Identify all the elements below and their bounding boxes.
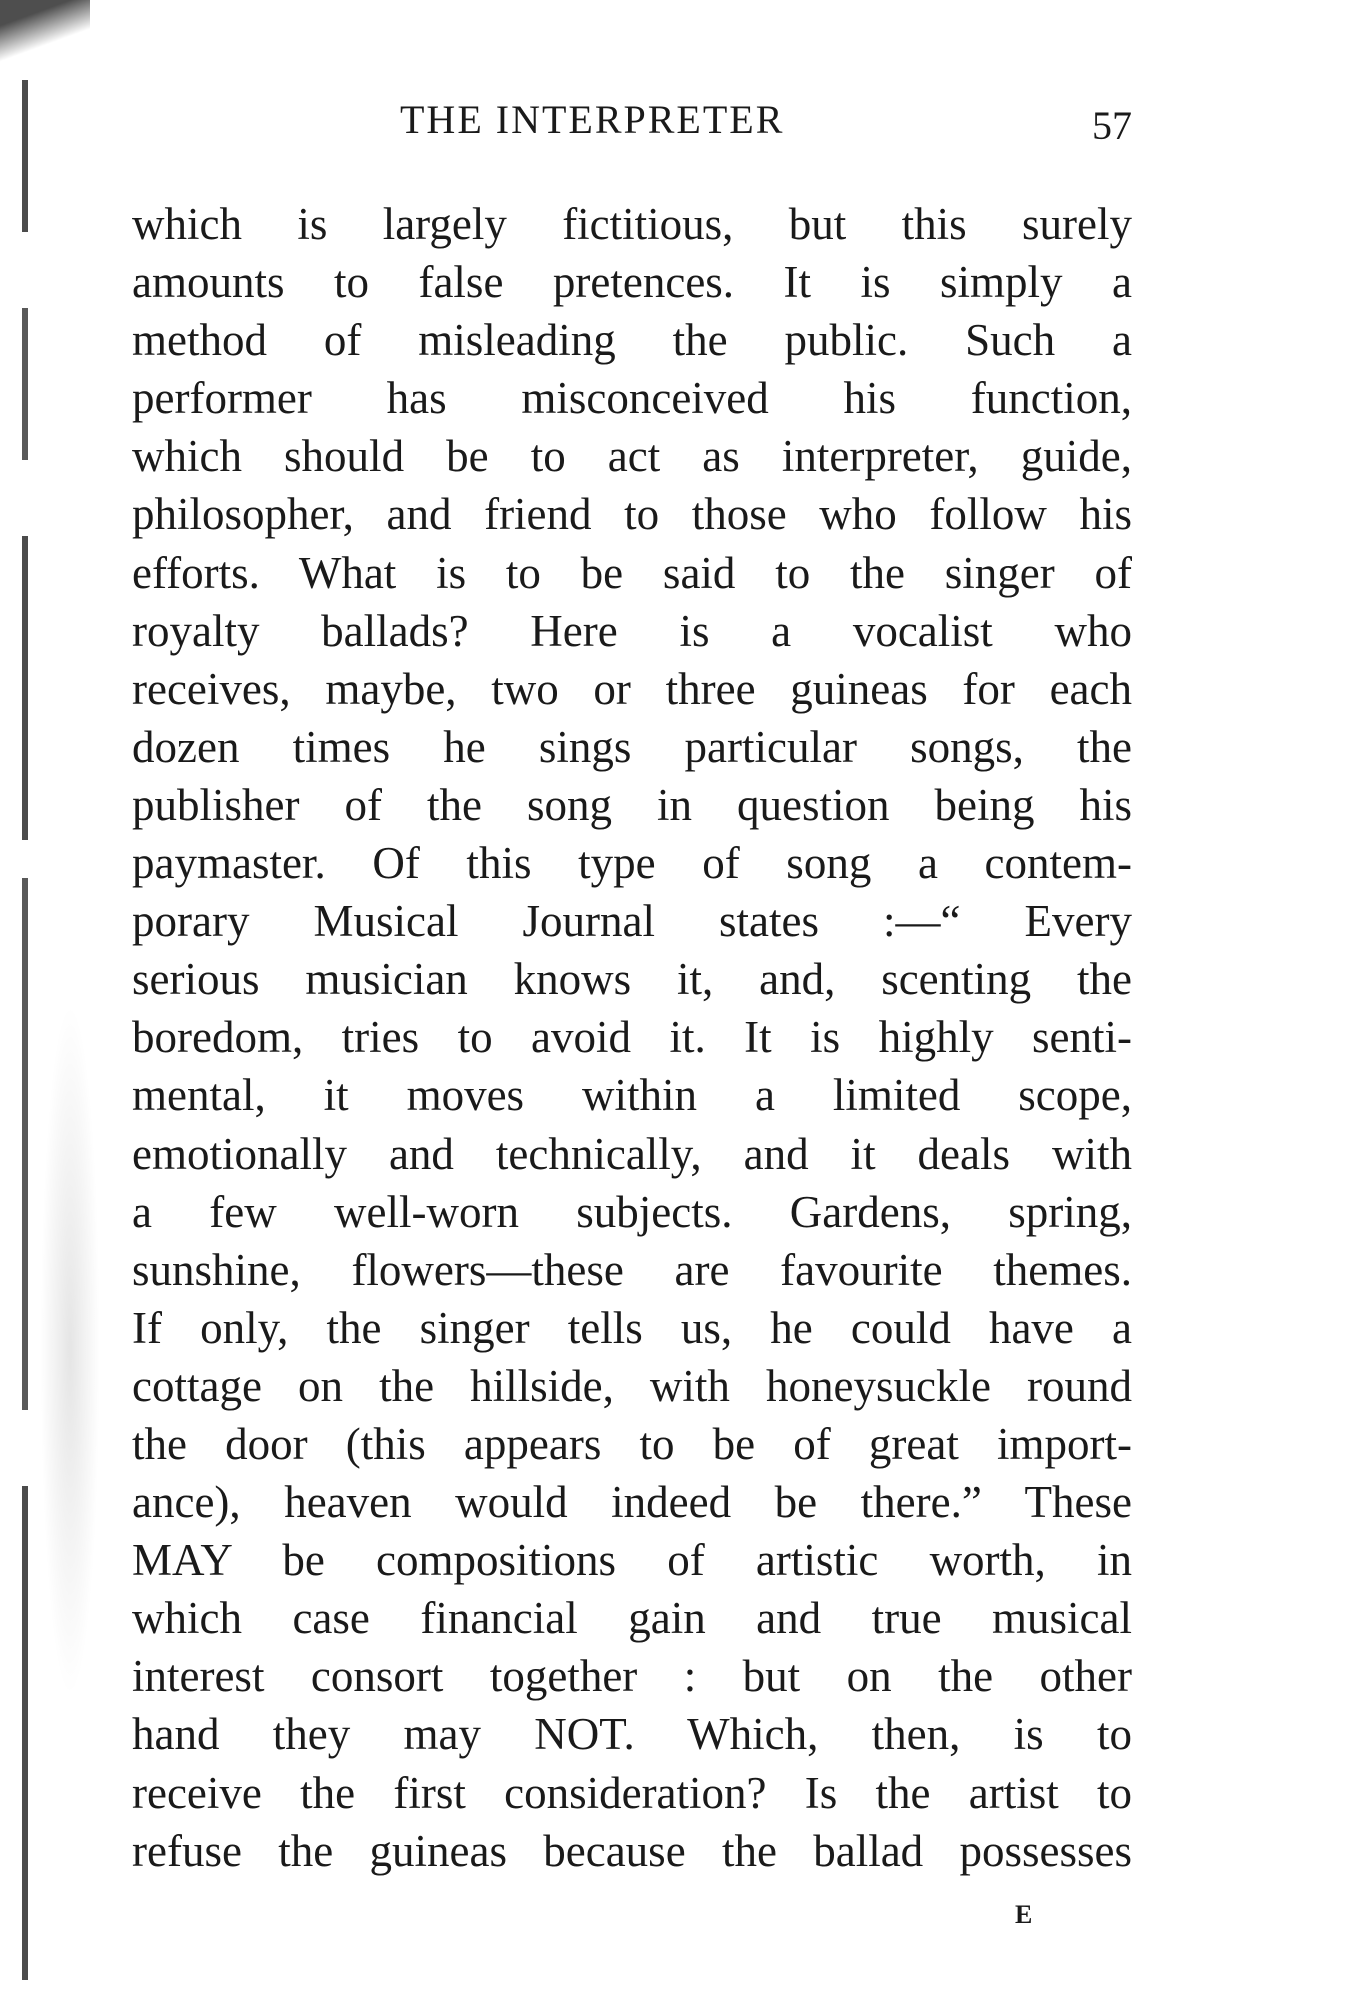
text-line: cottage on the hillside, with honeysuckle round	[132, 1360, 1132, 1411]
text-line: the door (this appears to be of great import-	[132, 1418, 1132, 1469]
text-line: sunshine, flowers—these are favourite themes.	[132, 1244, 1132, 1295]
text-line: dozen times he sings particular songs, the	[132, 721, 1132, 772]
running-head: THE INTERPRETER	[400, 97, 785, 142]
text-line: which case financial gain and true musical	[132, 1593, 1132, 1644]
text-line: paymaster. Of this type of song a contem-	[132, 838, 1132, 889]
body-text	[132, 195, 1132, 1880]
text-line: interest consort together : but on the other	[132, 1651, 1132, 1702]
text-line: receive the first consideration? Is the artist to	[132, 1767, 1132, 1818]
scan-smudge	[40, 1000, 100, 1700]
text-line: amounts to false pretences. It is simply a	[132, 257, 1132, 308]
text-line: hand they may NOT. Which, then, is to	[132, 1709, 1132, 1760]
binding-edge-line	[22, 80, 28, 1980]
page-header	[132, 90, 1132, 150]
text-line: MAY be compositions of artistic worth, in	[132, 1535, 1132, 1586]
text-line: which should be to act as interpreter, guide,	[132, 431, 1132, 482]
signature-mark: E	[1015, 1900, 1033, 1929]
text-line: which is largely fictitious, but this surely	[132, 199, 1132, 249]
page-number: 57	[1092, 103, 1132, 148]
text-line: emotionally and technically, and it deals with	[132, 1128, 1132, 1179]
text-line: efforts. What is to be said to the singer of	[132, 547, 1132, 598]
text-line: ance), heaven would indeed be there.” These	[132, 1477, 1132, 1528]
text-line: serious musician knows it, and, scenting the	[132, 954, 1132, 1005]
text-line: porary Musical Journal states :—“ Every	[132, 896, 1132, 947]
text-line: a few well-worn subjects. Gardens, spring,	[132, 1186, 1132, 1237]
text-line: philosopher, and friend to those who follow his	[132, 489, 1132, 540]
text-line: performer has misconceived his function,	[132, 373, 1132, 424]
scan-corner-shadow	[0, 0, 90, 70]
text-line: refuse the guineas because the ballad possesses	[132, 1825, 1132, 1876]
text-line: publisher of the song in question being his	[132, 779, 1132, 830]
text-line: If only, the singer tells us, he could have a	[132, 1302, 1132, 1353]
text-line: mental, it moves within a limited scope,	[132, 1070, 1132, 1121]
text-line: royalty ballads? Here is a vocalist who	[132, 605, 1132, 656]
binding-gutter	[0, 0, 110, 1990]
text-line: receives, maybe, two or three guineas for each	[132, 663, 1132, 714]
text-line: boredom, tries to avoid it. It is highly senti-	[132, 1012, 1132, 1063]
text-line: method of misleading the public. Such a	[132, 315, 1132, 366]
